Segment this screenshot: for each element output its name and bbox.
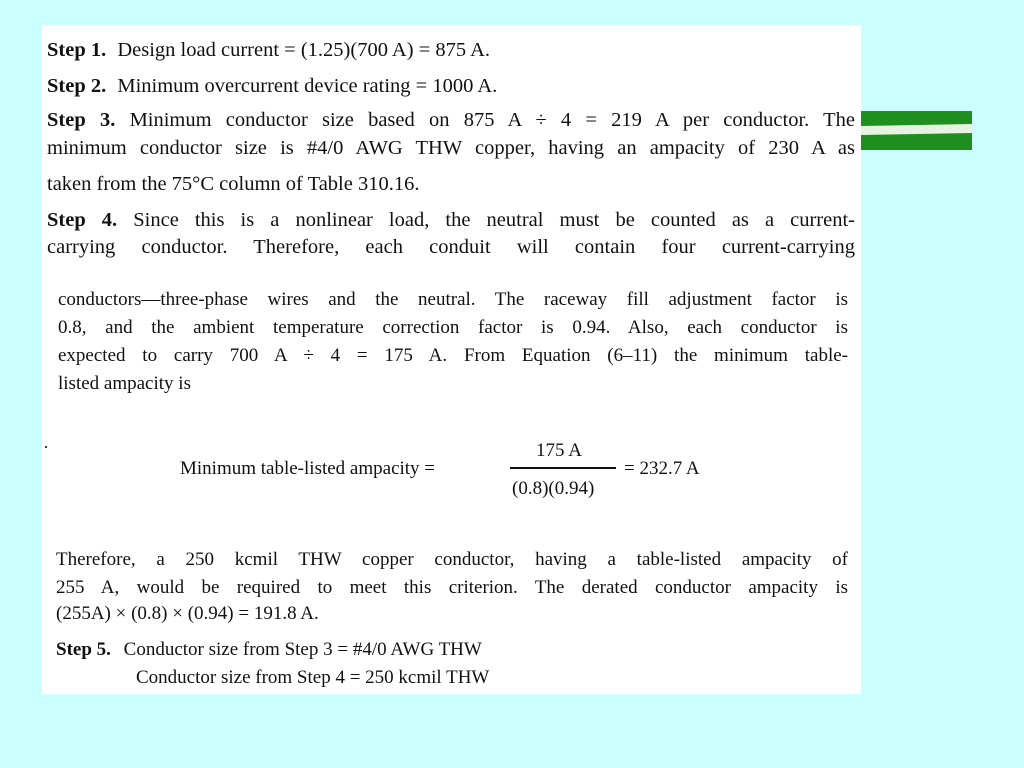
fraction-bar — [510, 467, 616, 469]
step-3-line-1 — [47, 108, 855, 132]
step-1-line — [47, 38, 490, 62]
step-4-para-line: expected to carry 700 A ÷ 4 = 175 A. From Equation (6–11) the minimum table- — [58, 345, 848, 366]
step-3-line-2: minimum conductor size is #4/0 AWG THW copper, having an ampacity of 230 A as — [47, 137, 855, 159]
step-5-line-1 — [56, 638, 482, 662]
step-4-line-2: carrying conductor. Therefore, each conduit will contain four current-carrying — [47, 236, 855, 258]
green-accent-bar — [861, 111, 972, 150]
step-4-text-1: Since this is a nonlinear load, the neutral must be counted as a current- — [133, 209, 856, 231]
step-1-label: Step 1. — [47, 39, 107, 61]
step-1-text: Design load current = (1.25)(700 A) = 875 A. — [117, 39, 491, 61]
step-2-label: Step 2. — [47, 75, 107, 97]
conclusion-line: 255 A, would be required to meet this criterion. The derated conductor ampacity is — [56, 577, 848, 598]
step-4-para-line: 0.8, and the ambient temperature correction factor is 0.94. Also, each conductor is — [58, 317, 848, 338]
speck — [45, 446, 47, 448]
step-3-label: Step 3. — [47, 109, 116, 131]
step-3-text-1: Minimum conductor size based on 875 A ÷ 4 = 219 A per conductor. The — [129, 109, 855, 131]
step-4-para-line: conductors—three-phase wires and the neutral. The raceway fill adjustment factor is — [58, 289, 848, 310]
step-5-label: Step 5. — [56, 639, 111, 660]
conclusion-line: (255A) × (0.8) × (0.94) = 191.8 A. — [56, 603, 319, 624]
equation-denominator: (0.8)(0.94) — [512, 478, 595, 499]
equation-rhs: = 232.7 A — [624, 458, 700, 479]
equation-lhs: Minimum table-listed ampacity = — [180, 458, 436, 479]
step-3-line-3: taken from the 75°C column of Table 310.16. — [47, 173, 420, 195]
step-5-text-1: Conductor size from Step 3 = #4/0 AWG THW — [123, 639, 482, 660]
step-4-label: Step 4. — [47, 209, 118, 231]
equation-fraction — [510, 440, 616, 500]
step-2-text: Minimum overcurrent device rating = 1000 A. — [117, 75, 498, 97]
step-4-line-1 — [47, 208, 855, 232]
step-2-line — [47, 74, 497, 98]
step-5-line-2: Conductor size from Step 4 = 250 kcmil THW — [136, 667, 490, 688]
conclusion-line: Therefore, a 250 kcmil THW copper conductor, having a table-listed ampacity of — [56, 549, 848, 570]
step-4-para-line: listed ampacity is — [58, 373, 191, 394]
equation-numerator: 175 A — [536, 440, 582, 461]
